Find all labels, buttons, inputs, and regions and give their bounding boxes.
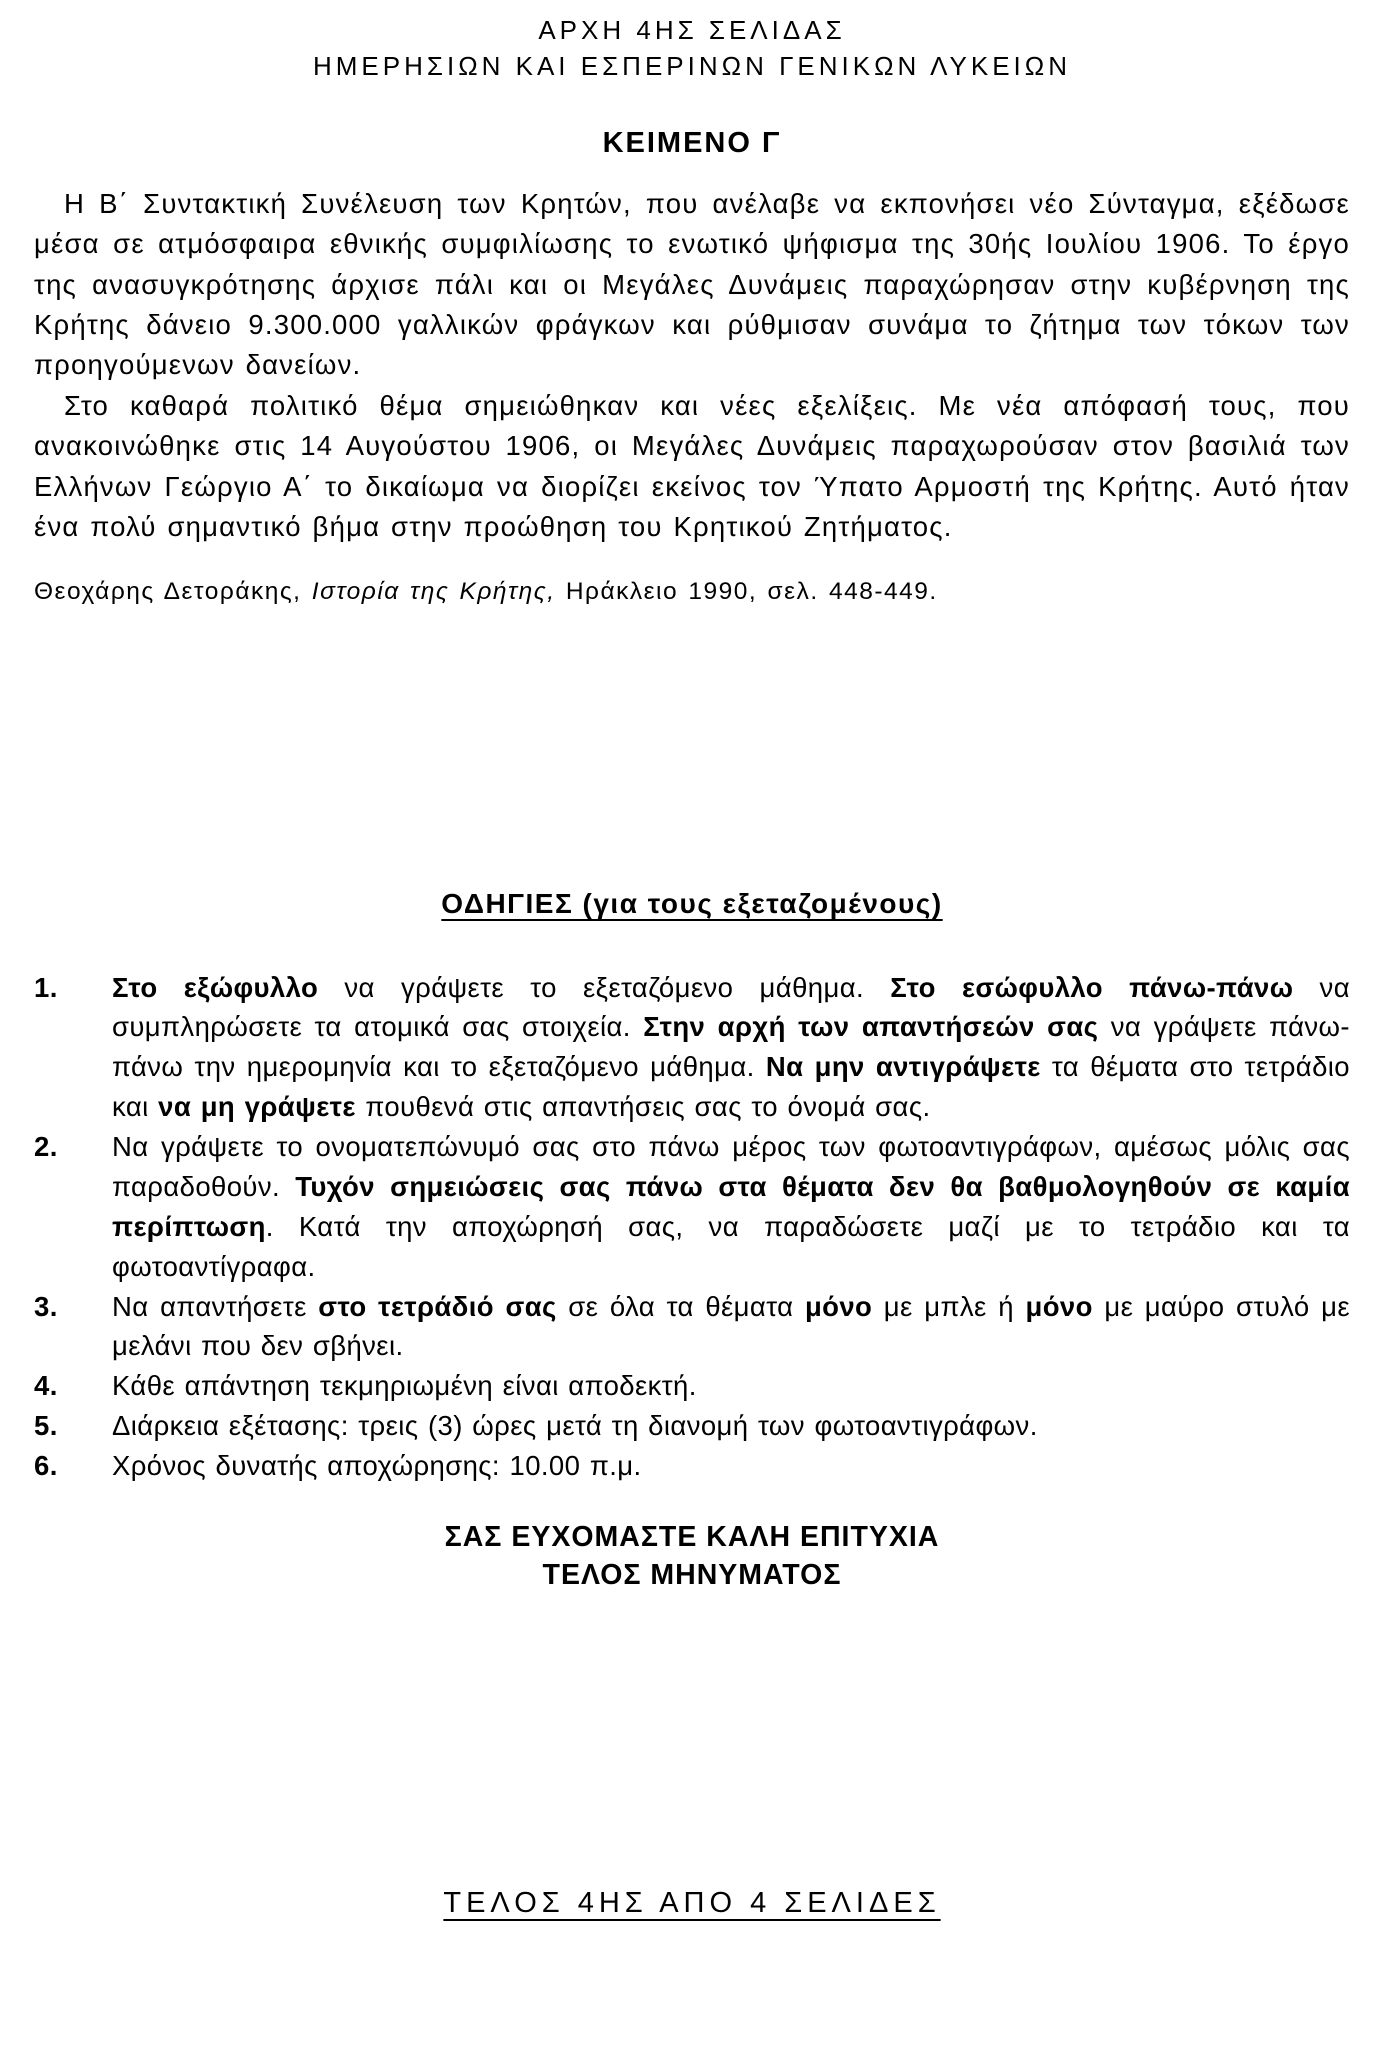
text-segment: να γράψετε πάνω-πάνω την ημερομηνία και το εξεταζόμενο μάθημα. <box>112 1011 1350 1083</box>
text-segment: Τυχόν σημειώσεις σας πάνω στα θέματα δεν θα βαθμολογηθούν σε καμία περίπτωση <box>112 1170 1350 1242</box>
text-segment: με μπλε ή <box>872 1290 1026 1322</box>
instruction-text <box>112 968 1350 1128</box>
text-segment: Να γράψετε το ονοματεπώνυμό σας στο πάνω μέρος των φωτοαντιγράφων, αμέσως μόλις σας παραδοθούν. <box>112 1131 1350 1202</box>
text-segment: Χρόνος δυνατής αποχώρησης: 10.00 π.μ. <box>112 1450 642 1482</box>
instruction-text <box>112 1127 1350 1287</box>
instruction-number: 1. <box>34 971 58 1003</box>
text-c-title: ΚΕΙΜΕΝΟ Γ <box>602 126 782 159</box>
closing-line2: ΤΕΛΟΣ ΜΗΝΥΜΑΤΟΣ <box>542 1559 842 1592</box>
text-segment: να μη γράψετε <box>158 1091 356 1123</box>
page-header <box>34 12 1350 85</box>
instruction-item <box>34 1287 1350 1367</box>
text-segment: Θεοχάρης Δετοράκης, <box>34 577 312 605</box>
text-segment: με μαύρο στυλό με μελάνι που δεν σβήνει. <box>112 1290 1350 1362</box>
text-segment: πουθενά στις απαντήσεις σας το όνομά σας. <box>355 1091 931 1123</box>
instruction-item <box>34 1366 1350 1406</box>
text-segment: να συμπληρώσετε τα ατομικά σας στοιχεία. <box>112 971 1350 1043</box>
paragraph-2: Στο καθαρά πολιτικό θέμα σημειώθηκαν και νέες εξελίξεις. Με νέα απόφασή τους, που ανακοινώθηκε στις 14 Αυγούστου 1906, οι Μεγάλες Δυνάμεις παραχωρούσαν στον βασιλιά των Ελλήνων Γεώργιο Α΄ το δικαίωμα να διορίζει εκείνος τον Ύπατο Αρμοστή της Κρήτης. Αυτό ήταν ένα πολύ σημαντικό βήμα στην προώθηση του Κρητικού Ζητήματος. <box>34 389 1350 543</box>
text-segment: Κάθε απάντηση τεκμηριωμένη είναι αποδεκτή. <box>112 1370 697 1402</box>
instruction-number: 5. <box>34 1410 58 1442</box>
text-segment: Στην αρχή των απαντήσεών σας <box>643 1011 1099 1043</box>
text-segment: Ιστορία της Κρήτης, <box>311 577 556 605</box>
instructions-list <box>34 968 1350 1486</box>
text-segment: Να απαντήσετε <box>112 1290 319 1322</box>
text-segment: Στο εξώφυλλο <box>112 971 319 1003</box>
instruction-number: 3. <box>34 1290 58 1322</box>
instructions-title: ΟΔΗΓΙΕΣ (για τους εξεταζομένους) <box>441 887 943 919</box>
text-segment: μόνο <box>804 1290 873 1322</box>
closing-message <box>34 1518 1350 1595</box>
instruction-number: 2. <box>34 1131 58 1163</box>
text-segment: στο τετράδιό σας <box>318 1290 557 1322</box>
text-segment: Ηράκλειο 1990, σελ. 448-449. <box>555 577 938 605</box>
instruction-text <box>112 1287 1350 1367</box>
instruction-item <box>34 968 1350 1128</box>
instruction-text <box>112 1366 1350 1406</box>
text-segment: μόνο <box>1025 1290 1093 1322</box>
instruction-item <box>34 1127 1350 1287</box>
text-segment: να γράψετε το εξεταζόμενο μάθημα. <box>318 971 891 1003</box>
source-citation <box>34 578 1350 606</box>
closing-line1: ΣΑΣ ΕΥΧΟΜΑΣΤΕ ΚΑΛΗ ΕΠΙΤΥΧΙΑ <box>444 1520 940 1553</box>
text-segment: τα θέματα στο τετράδιο και <box>112 1051 1350 1123</box>
page-footer <box>34 1887 1350 1920</box>
instruction-number: 4. <box>34 1370 58 1402</box>
page-header-line1: ΑΡΧΗ 4ΗΣ ΣΕΛΙΔΑΣ <box>538 15 846 45</box>
text-segment: σε όλα τα θέματα <box>556 1290 805 1322</box>
text-c-body <box>34 184 1350 548</box>
text-segment: Στο εσώφυλλο πάνω-πάνω <box>890 971 1294 1003</box>
instruction-item <box>34 1406 1350 1446</box>
paragraph-1: Η Β΄ Συντακτική Συνέλευση των Κρητών, που ανέλαβε να εκπονήσει νέο Σύνταγμα, εξέδωσε μέσα σε ατμόσφαιρα εθνικής συμφιλίωσης το ενωτικό ψήφισμα της 30ής Ιουλίου 1906. Το έργο της ανασυγκρότησης άρχισε πάλι και οι Μεγάλες Δυνάμεις παραχώρησαν στην κυβέρνηση της Κρήτης δάνειο 9.300.000 γαλλικών φράγκων και ρύθμισαν συνάμα το ζήτημα των τόκων των προηγούμενων δανείων. <box>34 187 1350 381</box>
instruction-item <box>34 1446 1350 1486</box>
text-segment: . Κατά την αποχώρησή σας, να παραδώσετε μαζί με το τετράδιο και τα φωτοαντίγραφα. <box>112 1210 1350 1282</box>
text-segment: Διάρκεια εξέτασης: τρεις (3) ώρες μετά τη διανομή των φωτοαντιγράφων. <box>112 1410 1038 1442</box>
text-segment: Να μην αντιγράψετε <box>765 1051 1041 1083</box>
instruction-text <box>112 1406 1350 1446</box>
instruction-number: 6. <box>34 1450 58 1482</box>
instruction-text <box>112 1446 1350 1486</box>
page-footer-text: ΤΕΛΟΣ 4ΗΣ ΑΠΟ 4 ΣΕΛΙΔΕΣ <box>443 1886 941 1919</box>
page-header-line2: ΗΜΕΡΗΣΙΩΝ ΚΑΙ ΕΣΠΕΡΙΝΩΝ ΓΕΝΙΚΩΝ ΛΥΚΕΙΩΝ <box>313 51 1071 82</box>
